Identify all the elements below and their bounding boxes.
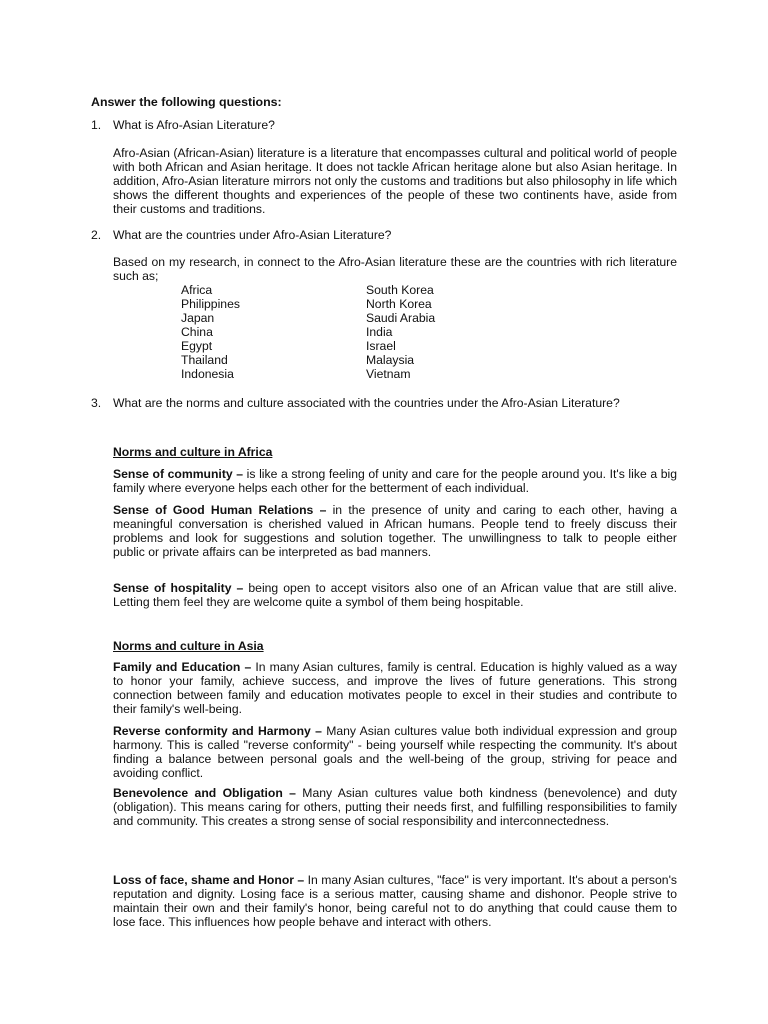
term: Reverse conformity and Harmony – bbox=[113, 724, 322, 738]
question-number: 2. bbox=[91, 228, 102, 242]
country-name: North Korea bbox=[366, 297, 432, 311]
asia-item-reverse-conformity bbox=[113, 724, 677, 780]
list-item bbox=[181, 311, 581, 325]
countries-list bbox=[181, 283, 581, 381]
asia-item-loss-of-face bbox=[113, 873, 677, 929]
country-name: Vietnam bbox=[366, 367, 411, 381]
description: In many Asian cultures, family is central. Education is highly valued as a way to honor your family, achieve success, and improve the lives of future generations. This strong connection between family and education motivates people to excel in their studies and contribute to their family's well-being. bbox=[113, 660, 677, 716]
country-name: Egypt bbox=[181, 339, 213, 353]
question-text: What are the norms and culture associated with the countries under the Afro-Asian Literature? bbox=[113, 396, 620, 410]
list-item bbox=[181, 367, 581, 381]
country-name: India bbox=[366, 325, 393, 339]
country-name: Africa bbox=[181, 283, 213, 297]
term: Sense of hospitality – bbox=[113, 581, 244, 595]
question-text: What is Afro-Asian Literature? bbox=[113, 118, 275, 132]
list-item bbox=[181, 339, 581, 353]
country-name: Indonesia bbox=[181, 367, 234, 381]
term: Loss of face, shame and Honor – bbox=[113, 873, 305, 887]
country-name: Saudi Arabia bbox=[366, 311, 436, 325]
answer-1: Afro-Asian (African-Asian) literature is a literature that encompasses cultural and political world of people with both African and Asian heritage. It does not tackle African heritage alone but also Asian heritage. In addition, Afro-Asian literature mirrors not only the customs and traditions but also philosophy in life which shows the different thoughts and experiences of the people of these two continents have, aside from their customs and traditions. bbox=[113, 146, 677, 216]
africa-section-title: Norms and culture in Africa bbox=[113, 445, 273, 459]
asia-section-title: Norms and culture in Asia bbox=[113, 639, 264, 653]
country-name: China bbox=[181, 325, 213, 339]
description: Many Asian cultures value both individual expression and group harmony. This is called "reverse conformity" - being yourself while respecting the community. It's about finding a balance between personal goals and the well-being of the group, striving for peace and avoiding conflict. bbox=[113, 724, 677, 780]
list-item bbox=[181, 353, 581, 367]
term: Sense of Good Human Relations – bbox=[113, 503, 327, 517]
question-number: 3. bbox=[91, 396, 102, 410]
question-number: 1. bbox=[91, 118, 102, 132]
asia-item-benevolence bbox=[113, 786, 677, 828]
country-name: South Korea bbox=[366, 283, 434, 297]
description: in the presence of unity and caring to each other, having a meaningful conversation is cherished valued in African humans. People tend to freely discuss their problems and look for suggestions and solution together. The unwillingness to talk to people either public or private affairs can be interpreted as bad manners. bbox=[113, 503, 677, 559]
africa-item-human-relations bbox=[113, 503, 677, 559]
description: In many Asian cultures, "face" is very important. It's about a person's reputation and dignity. Losing face is a serious matter, causing shame and dishonor. People strive to maintain their own and their family's honor, being careful not to do anything that could cause them to lose face. This influences how people behave and interact with others. bbox=[113, 873, 677, 929]
term: Benevolence and Obligation – bbox=[113, 786, 296, 800]
asia-item-family-education bbox=[113, 660, 677, 716]
country-name: Japan bbox=[181, 311, 215, 325]
list-item bbox=[181, 325, 581, 339]
description: being open to accept visitors also one of an African value that are still alive. Letting them feel they are welcome quite a symbol of them being hospitable. bbox=[113, 581, 677, 609]
list-item bbox=[181, 297, 581, 311]
list-item bbox=[181, 283, 581, 297]
description: is like a strong feeling of unity and care for the people around you. It's like a big family where everyone helps each other for the betterment of each individual. bbox=[113, 467, 677, 495]
country-name: Israel bbox=[366, 339, 396, 353]
country-name: Thailand bbox=[181, 353, 228, 367]
term: Family and Education – bbox=[113, 660, 252, 674]
page-heading: Answer the following questions: bbox=[91, 95, 282, 109]
answer-2: Based on my research, in connect to the Afro-Asian literature these are the countries with rich literature such as; bbox=[113, 255, 677, 283]
country-name: Malaysia bbox=[366, 353, 415, 367]
country-name: Philippines bbox=[181, 297, 240, 311]
term: Sense of community – bbox=[113, 467, 244, 481]
description: Many Asian cultures value both kindness (benevolence) and duty (obligation). This means caring for others, putting their needs first, and fulfilling responsibilities to family and community. This creates a strong sense of social responsibility and interconnectedness. bbox=[113, 786, 677, 828]
africa-item-hospitality bbox=[113, 581, 677, 609]
africa-item-community bbox=[113, 467, 677, 495]
question-text: What are the countries under Afro-Asian Literature? bbox=[113, 228, 392, 242]
